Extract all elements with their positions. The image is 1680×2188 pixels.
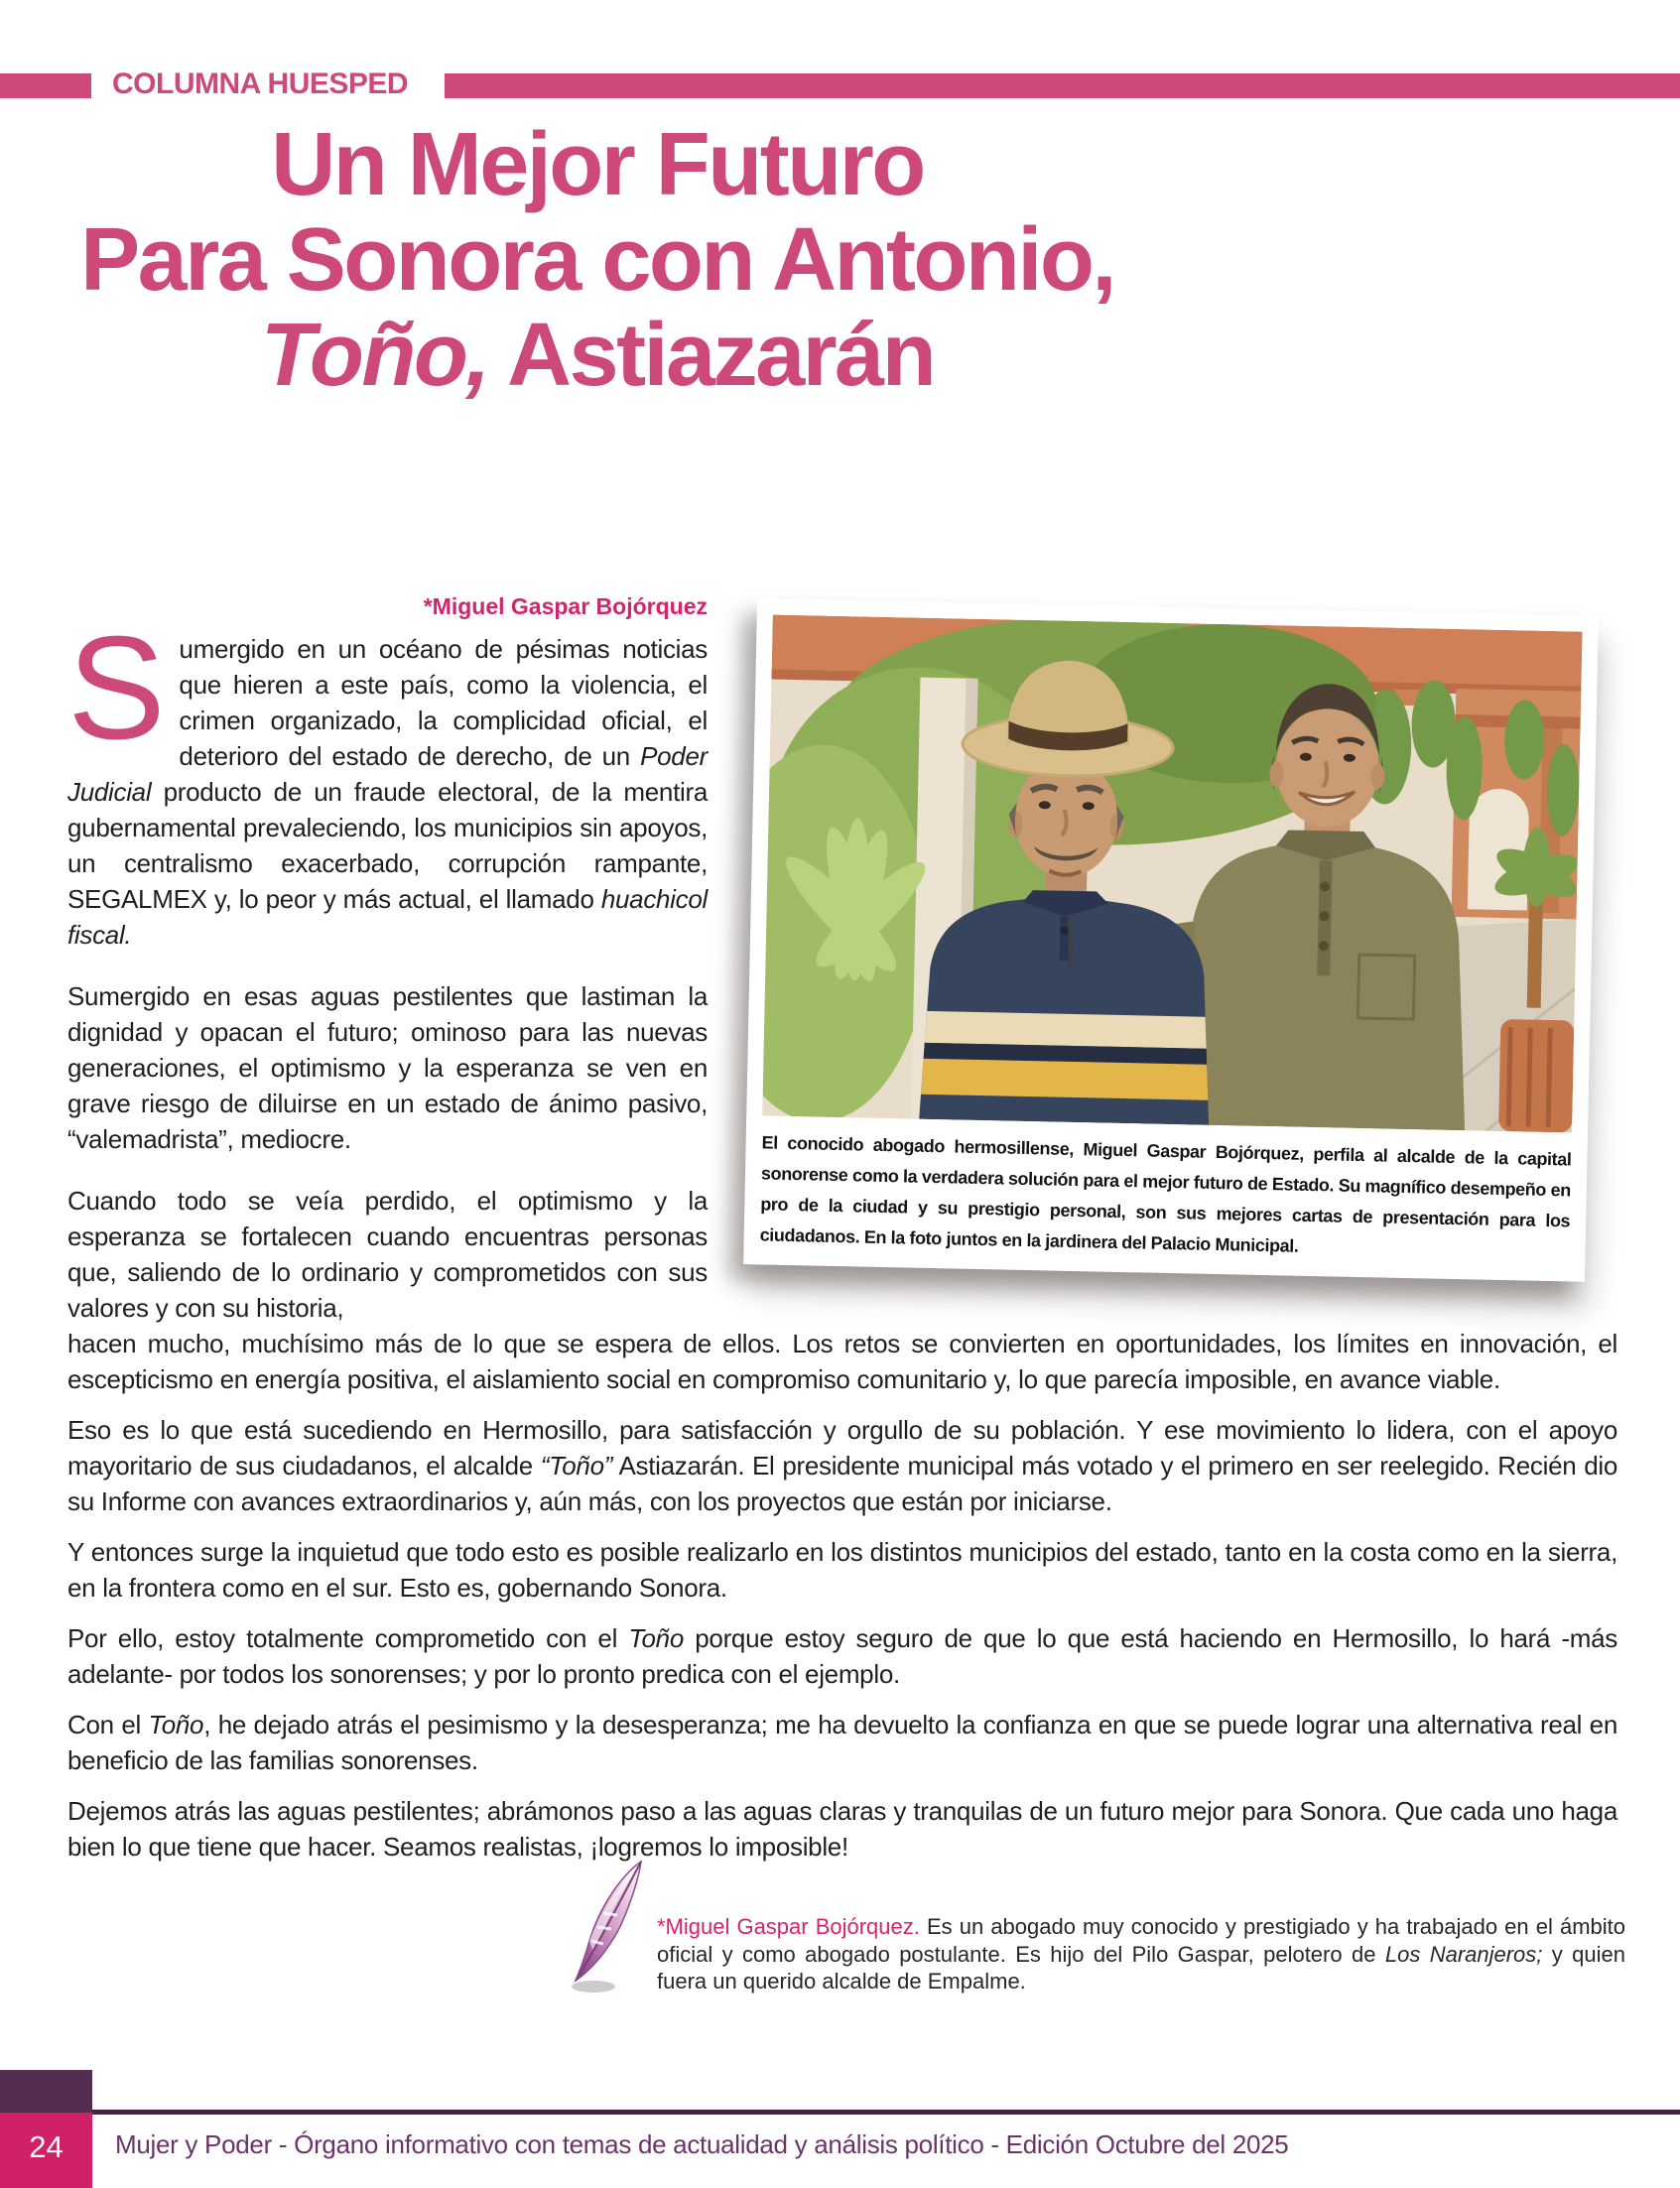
- photo-card: [743, 598, 1599, 1282]
- paragraph-8-text: Con el: [67, 1710, 149, 1739]
- paragraph-5-text-2: Astiazarán. El presidente municipal más votado y el primero en ser reelegido. Recién dio su Informe con avances extraordinarios y, aún más, con los proyectos que están por iniciarse.: [67, 1451, 1617, 1516]
- photo-illustration: [762, 615, 1582, 1133]
- paragraph-2: Sumergido en esas aguas pestilentes que lastiman la dignidad y opacan el futuro; ominoso para las nuevas generaciones, el optimismo y la esperanza se ven en grave riesgo de diluirse en un estado de ánimo pasivo, “valemadrista”, mediocre.: [67, 981, 708, 1154]
- title-line-2: Para Sonora con Antonio,: [80, 210, 1114, 310]
- paragraph-7-text: Por ello, estoy totalmente comprometido con el: [67, 1623, 629, 1653]
- paragraph-1-text-2: producto de un fraude electoral, de la mentira gubernamental prevaleciendo, los municipios sin apoyos, un centralismo exacerbado, corrupción rampante, SEGALMEX y, lo peor y más actual, el llamado: [67, 777, 708, 914]
- paragraph-7-text-2: porque estoy seguro de que lo que está haciendo en Hermosillo, lo hará -más adelante- por todos los sonorenses; y por lo pronto predica con el ejemplo.: [67, 1623, 1618, 1689]
- footer-text: Mujer y Poder - Órgano informativo con temas de actualidad y análisis político - Edición Octubre del 2025: [115, 2129, 1289, 2159]
- photo-caption: El conocido abogado hermosillense, Miguel Gaspar Bojórquez, perfila al alcalde de la capital sonorense como la verdadera solución para el mejor futuro de Estado. Su magnífico desempeño en pro de la ciudad y su prestigio personal, son sus mejores cartas de presentación para los ciudadanos. En la foto juntos en la jardinera del Palacio Municipal.: [759, 1132, 1572, 1256]
- paragraph-8-text-2: , he dejado atrás el pesimismo y la desesperanza; me ha devuelto la confianza en que se puede lograr una alternativa real en beneficio de las familias sonorenses.: [67, 1710, 1617, 1775]
- header-rule-bar: [445, 73, 1680, 98]
- photo: [762, 615, 1582, 1133]
- byline: *Miguel Gaspar Bojórquez: [423, 593, 708, 619]
- paragraph-8-italic: Toño: [148, 1710, 204, 1739]
- title-line-3-italic: Toño,: [260, 306, 488, 405]
- paragraph-8: [67, 1707, 1617, 1778]
- footnote: [657, 1913, 1625, 1995]
- footnote-text: Es un abogado muy conocido y prestigiado y ha trabajado en el ámbito oficial y como abogado postulante. Es hijo del Pilo Gaspar, pelotero de: [657, 1914, 1625, 1967]
- paragraph-1-italic: Poder Judicial: [67, 741, 708, 807]
- article-full-width: [67, 1326, 1617, 1879]
- paragraph-1-text: umergido en un océano de pésimas noticias que hieren a este país, como la violencia, el crimen organizado, la complicidad oficial, el deterioro del estado de derecho, de un: [179, 634, 708, 771]
- footer-rule: [92, 2110, 1680, 2115]
- article-title: [0, 117, 1195, 403]
- paragraph-4: hacen mucho, muchísimo más de lo que se espera de ellos. Los retos se convierten en oportunidades, los límites en innovación, el escepticismo en energía positiva, el aislamiento social en compromiso comunitario y, lo que parecía imposible, en avance viable.: [67, 1329, 1617, 1394]
- title-line-3: Astiazarán: [487, 306, 935, 405]
- paragraph-7: [67, 1620, 1617, 1692]
- paragraph-6: Y entonces surge la inquietud que todo esto es posible realizarlo en los distintos municipios del estado, tanto en la costa como en la sierra, en la frontera como en el sur. Esto es, gobernando Sonora.: [67, 1537, 1617, 1603]
- page-number: 24: [0, 2113, 92, 2188]
- paragraph-5: [67, 1412, 1617, 1519]
- quill-feather-icon: [564, 1858, 655, 1996]
- article-left-column: [67, 591, 708, 1351]
- footnote-italic: Los Naranjeros;: [1384, 1941, 1543, 1967]
- dropcap-letter: S: [67, 606, 166, 770]
- paragraph-1-italic-2: huachicol fiscal.: [67, 884, 708, 950]
- paragraph-9: Dejemos atrás las aguas pestilentes; abrámonos paso a las aguas claras y tranquilas de un futuro mejor para Sonora. Que cada uno haga bien lo que tiene que hacer. Seamos realistas, ¡logremos lo imposible!: [67, 1796, 1617, 1862]
- paragraph-3: Cuando todo se veía perdido, el optimismo y la esperanza se fortalecen cuando encuentras personas que, saliendo de lo ordinario y comprometidos con sus valores y con su historia,: [67, 1186, 708, 1323]
- paragraph-5-italic: “Toño”: [540, 1451, 613, 1480]
- header-accent-block: [0, 73, 91, 98]
- section-kicker: COLUMNA HUESPED: [112, 67, 409, 100]
- footnote-text-2: y quien fuera un querido alcalde de Empalme.: [657, 1941, 1626, 1994]
- paragraph-5-text: Eso es lo que está sucediendo en Hermosillo, para satisfacción y orgullo de su población. Y ese movimiento lo lidera, con el apoyo mayoritario de sus ciudadanos, el alcalde: [67, 1415, 1617, 1480]
- paragraph-7-italic: Toño: [628, 1623, 684, 1653]
- footer-accent-block: [0, 2070, 92, 2113]
- footnote-author: *Miguel Gaspar Bojórquez.: [657, 1914, 920, 1939]
- title-line-1: Un Mejor Futuro: [271, 115, 924, 214]
